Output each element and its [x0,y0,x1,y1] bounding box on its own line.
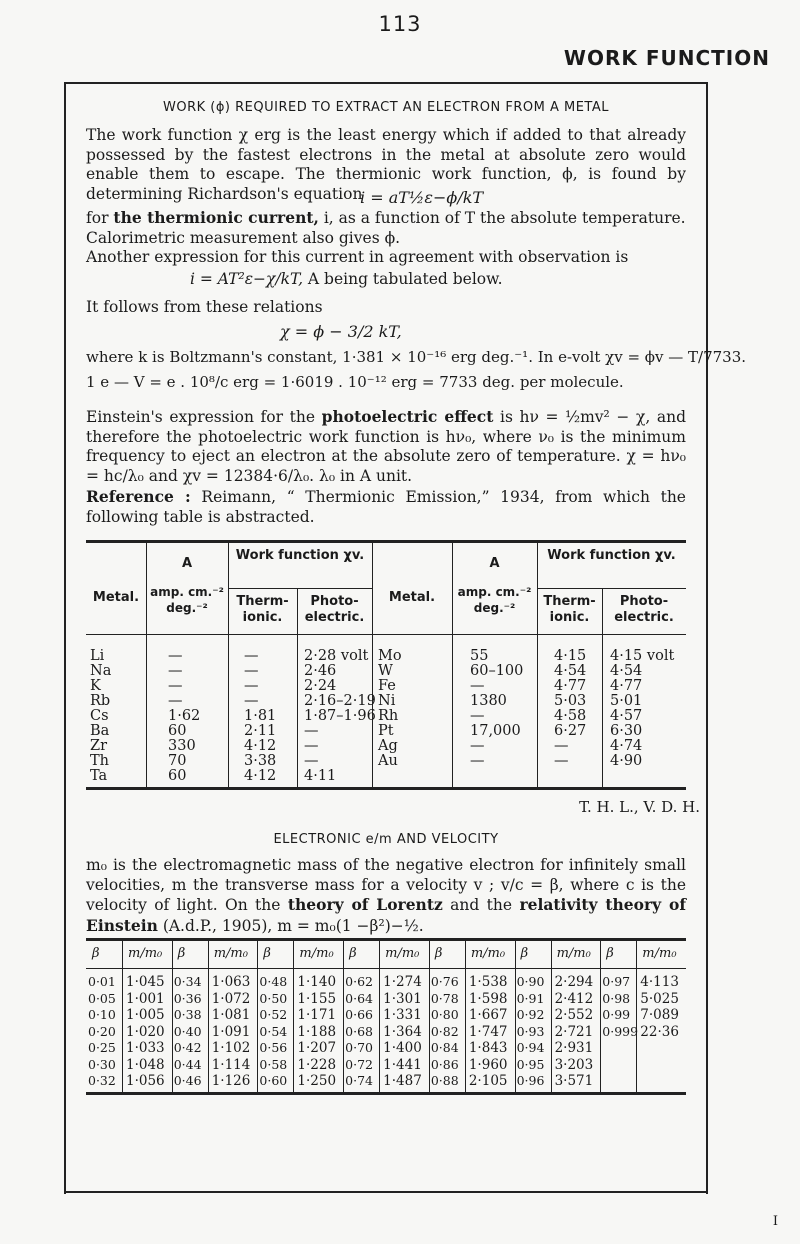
table2-ratio-cell: 2·294 [554,974,594,990]
table1-cell: 1·62 [168,708,201,724]
table2-divider [600,940,601,1092]
table2-beta-cell: 0·44 [173,1056,202,1072]
table2-header-ratio: m/m₀ [128,946,163,961]
table2-beta-cell: 0·91 [516,990,545,1006]
table1-cell: 330 [168,738,196,754]
table2-divider [636,940,637,1092]
table1-cell: Cs [90,708,109,724]
table1-cell: — [244,693,259,709]
table2-ratio-cell: 1·538 [468,974,508,990]
lorentz-paragraph: m₀ is the electromagnetic mass of the negative electron for infinitely small velocities, m the transverse mass for a velocity v ; v/c = β, where c is the velocity of light. On the theory of Lorentz and the relativity theory of Einstein (A.d.P., 1905), m = m₀(1 −β²)−½. [86,856,686,935]
table2-beta-cell: 0·86 [430,1056,459,1072]
table1-cell: 60 [168,723,187,739]
thermionic-line: for the thermionic current, i, as a function of T the absolute temperature. [86,208,686,227]
table1-cell: — [168,663,183,679]
table2-ratio-cell: 1·188 [297,1023,337,1040]
table2-beta-cell: 0·20 [88,1023,116,1039]
table2-ratio-cell: 2·931 [554,1040,594,1056]
table1-cell: Li [90,648,105,664]
table2-beta-cell: 0·34 [173,974,202,989]
table1-cell: — [554,753,569,769]
einstein-paragraph: Einstein's expression for the photoelectric effect is hν = ½mv² − χ, and therefore the photoelectric work function is hν₀, where ν₀ is the minimum frequency to eject an electron at the absolute zero of temperature. χ = hν₀ = hc/λ₀ and χv = 12384·6/λ₀. λ₀ in A unit. [86,407,687,485]
table2-beta-cell: 0·25 [88,1040,116,1055]
table1-divider [146,542,147,787]
table2-beta-cell: 0·66 [345,1007,373,1022]
table2-header-ratio: m/m₀ [299,946,334,961]
table2-beta-cell: 0·54 [259,1023,288,1039]
table2-bottom-rule [86,1092,686,1095]
running-head: WORK FUNCTION [563,46,770,70]
table1-cell: — [554,738,569,754]
section-title-work-function: WORK (ϕ) REQUIRED TO EXTRACT AN ELECTRON FROM A METAL [163,100,609,115]
table2-divider [551,940,552,1092]
table1-cell: — [470,678,485,694]
table1-divider [452,542,453,787]
table1-cell: — [244,678,259,694]
table2-ratio-cell: 1·843 [468,1040,508,1056]
table2-ratio-cell: 1·020 [126,1023,165,1040]
table1-cell: 4·11 [304,768,337,784]
table2-beta-cell: 0·01 [88,974,116,989]
table1-cell: — [470,753,485,769]
table1-cell: — [168,693,183,709]
table1-header-a-unit-right: amp. cm.⁻² deg.⁻² [457,585,532,615]
table1-cell: 5·01 [610,693,643,709]
equation-two-line: i = AT²ε−χ/kT, A being tabulated below. [190,270,503,288]
table1-bottom-rule [86,787,686,790]
table2-beta-cell: 0·74 [345,1073,373,1088]
table1-cell: Ag [378,738,398,754]
table1-cell: 60 [168,768,187,784]
table1-cell: 4·77 [554,678,587,694]
table2-beta-cell: 0·82 [430,1023,459,1039]
table2-ratio-cell: 1·126 [211,1073,251,1089]
table1-cell: — [470,708,485,724]
boltzmann-line: where k is Boltzmann's constant, 1·381 × 10⁻¹⁶ erg deg.⁻¹. In e-volt χv = ϕv — T/7733. [86,348,747,366]
table1-cell: 1·87–1·96 [304,708,376,724]
table2-ratio-cell: 3·571 [554,1073,594,1089]
table2-ratio-cell: 1·048 [126,1056,165,1073]
table2-header-beta: β [349,946,357,961]
table1-cell: 4·54 [610,663,643,679]
table1-cell: — [168,678,183,694]
table2-ratio-cell: 1·250 [297,1073,337,1089]
table1-cell: 70 [168,753,187,769]
table2-beta-cell: 0·98 [602,990,631,1006]
table1-header-a: A [181,556,193,571]
table2-top-rule [86,938,686,941]
table1-work-rule [537,588,686,589]
table1-cell: 4·57 [610,708,643,724]
table2-header-beta: β [92,946,100,961]
table1-divider [537,542,538,787]
table1-header-photo-right: Photo- electric. [614,594,674,625]
table1-cell: Rb [90,693,111,709]
table2-ratio-cell: 1·747 [468,1023,508,1040]
table2-beta-cell: 0·58 [259,1056,288,1072]
table2-ratio-cell: 7·089 [640,1007,679,1023]
table2-divider [379,940,380,1092]
table2-ratio-cell: 4·113 [640,974,679,990]
table1-cell: Mo [378,648,402,664]
table2-ratio-cell: 1·960 [468,1056,508,1073]
table2-header-beta: β [177,946,186,961]
table2-header-beta: β [434,946,443,961]
table2-ratio-cell: 1·102 [211,1040,251,1056]
table2-beta-cell: 0·05 [88,990,116,1006]
table1-cell: W [378,663,393,679]
table2-divider [429,940,430,1092]
table2-beta-cell: 0·96 [516,1073,545,1088]
table2-header-ratio: m/m₀ [385,946,420,961]
table1-header-work: Work function χv. [235,548,365,563]
table2-ratio-cell: 1·001 [126,990,165,1007]
table2-ratio-cell: 1·487 [383,1073,422,1089]
table1-cell: Na [90,663,112,679]
table2-ratio-cell: 1·301 [383,990,422,1007]
table2-beta-cell: 0·32 [88,1073,116,1088]
reference-paragraph: Reference : Reimann, “ Thermionic Emission,” 1934, from which the following table is abstracted. [86,487,686,526]
table2-ratio-cell: 1·274 [383,974,422,990]
table2-header-ratio: m/m₀ [556,946,591,961]
table2-ratio-cell: 2·105 [468,1073,508,1089]
richardson-equation: i = aT½ε−ϕ/kT [360,188,484,207]
table2-beta-cell: 0·70 [345,1040,373,1055]
table1-cell: Th [90,753,110,769]
table1-cell: 3·38 [244,753,277,769]
table2-ratio-cell: 1·331 [383,1007,422,1023]
table1-cell: 4·15 [554,648,587,664]
table1-header-therm: Therm- ionic. [236,594,289,625]
table1-cell: Ta [90,768,108,784]
table1-cell: 60–100 [470,663,524,679]
table1-cell: 1380 [470,693,507,709]
table2-divider [122,940,123,1092]
table1-cell: — [244,663,259,679]
table2-ratio-cell: 2·412 [554,990,594,1007]
table2-header-ratio: m/m₀ [213,946,248,961]
table2-beta-cell: 0·92 [516,1007,545,1022]
table1-divider [372,542,373,787]
table1-cell: — [304,723,319,739]
table2-beta-cell: 0·84 [430,1040,459,1055]
table2-ratio-cell: 1·005 [126,1007,165,1023]
table1-cell: K [90,678,101,694]
table2-ratio-cell: 1·045 [126,974,165,990]
page-frame-bottom [64,1191,707,1193]
table1-cell: — [168,648,183,664]
table2-ratio-cell: 1·171 [297,1007,337,1023]
table2-beta-cell: 0·30 [88,1056,116,1072]
page-number: 113 [378,12,422,36]
table2-ratio-cell: 1·667 [468,1007,508,1023]
table2-ratio-cell: 1·155 [297,990,337,1007]
table2-header-ratio: m/m₀ [642,946,677,961]
intro-paragraph: The work function χ erg is the least energy which if added to that already possessed by the fastest electrons in the metal at absolute zero would enable them to escape. The thermionic work function, ϕ, is found by determining Richardson's equation [86,126,686,203]
table2-divider [208,940,209,1092]
table2-beta-cell: 0·50 [259,990,288,1006]
table1-header-photo: Photo- electric. [304,594,365,625]
table2-ratio-cell: 3·203 [554,1056,594,1073]
table1-cell: 4·12 [244,768,277,784]
table2-beta-cell: 0·999 [602,1023,639,1039]
table1-cell: 2·24 [304,678,337,694]
table2-divider [343,940,344,1092]
table2-beta-cell: 0·99 [602,1007,631,1022]
table2-beta-cell: 0·62 [345,974,373,989]
table1-cell: 2·11 [244,723,277,739]
table2-beta-cell: 0·72 [345,1056,373,1072]
table2-ratio-cell: 1·140 [297,974,337,990]
table2-header-beta: β [263,946,271,961]
table2-beta-cell: 0·38 [173,1007,202,1022]
table1-cell: 2·28 volt [304,648,369,664]
table1-cell: 4·74 [610,738,643,754]
author-signature: T. H. L., V. D. H. [579,798,700,816]
table2-ratio-cell: 5·025 [640,990,679,1007]
table1-header-metal: Metal. [92,590,140,605]
table2-beta-cell: 0·42 [173,1040,202,1055]
table2-beta-cell: 0·52 [259,1007,288,1022]
table1-header-metal-right: Metal. [388,590,436,605]
table2-header-beta: β [520,946,529,961]
table2-ratio-cell: 1·228 [297,1056,337,1073]
table1-cell: 4·90 [610,753,643,769]
table2-ratio-cell: 22·36 [640,1023,679,1040]
table1-header-a-right: A [489,556,500,571]
table1-cell: — [304,738,319,754]
table2-beta-cell: 0·93 [516,1023,545,1039]
table2-beta-cell: 0·68 [345,1023,373,1039]
table2-beta-cell: 0·40 [173,1023,202,1039]
table1-cell: 4·15 volt [610,648,675,664]
table1-header-work-right: Work function χv. [547,548,676,563]
table1-cell: 2·16–2·19 [304,693,376,709]
table2-ratio-cell: 1·598 [468,990,508,1007]
table2-ratio-cell: 1·063 [211,974,251,990]
table2-ratio-cell: 1·364 [383,1023,422,1040]
table1-cell: 5·03 [554,693,587,709]
table1-cell: 4·54 [554,663,587,679]
table2-beta-cell: 0·78 [430,990,459,1006]
another-expression-line: Another expression for this current in agreement with observation is [86,248,629,266]
table2-beta-cell: 0·90 [516,974,545,989]
table1-cell: 6·27 [554,723,587,739]
table2-beta-cell: 0·36 [173,990,202,1006]
table1-cell: Ba [90,723,110,739]
table2-divider [465,940,466,1092]
chi-phi-relation: χ = ϕ − 3/2 kT, [280,322,402,341]
table1-cell: — [470,738,485,754]
calorimetric-line: Calorimetric measurement also gives ϕ. [86,229,401,247]
table2-beta-cell: 0·56 [259,1040,288,1055]
table1-cell: Pt [378,723,394,739]
table1-header-a-unit: amp. cm.⁻² deg.⁻² [150,585,224,615]
table2-beta-cell: 0·97 [602,974,631,989]
follows-line: It follows from these relations [86,298,323,316]
table1-cell: 1·81 [244,708,277,724]
table2-beta-cell: 0·60 [259,1073,288,1088]
table2-beta-cell: 0·46 [173,1073,202,1088]
table2-beta-cell: 0·64 [345,990,373,1006]
table2-ratio-cell: 2·721 [554,1023,594,1040]
table1-cell: 4·77 [610,678,643,694]
table2-beta-cell: 0·10 [88,1007,116,1022]
table2-beta-cell: 0·80 [430,1007,459,1022]
table1-cell: Zr [90,738,108,754]
table1-cell: Rh [378,708,399,724]
table1-cell: 17,000 [470,723,521,739]
table1-divider [228,542,229,787]
corner-mark: I [772,1214,778,1229]
table2-beta-cell: 0·76 [430,974,459,989]
table2-divider [257,940,258,1092]
table2-ratio-cell: 2·552 [554,1007,594,1023]
table2-ratio-cell: 1·207 [297,1040,337,1056]
table2-header-ratio: m/m₀ [470,946,506,961]
table1-work-rule [228,588,372,589]
table2-divider [172,940,173,1092]
table1-cell: 2·46 [304,663,337,679]
table1-header-therm-right: Therm- ionic. [543,594,596,625]
table2-header-beta: β [606,946,614,961]
table2-divider [515,940,516,1092]
table2-header-rule [86,968,686,969]
table1-top-rule [86,540,686,543]
table1-cell: 4·58 [554,708,587,724]
table2-ratio-cell: 1·033 [126,1040,165,1056]
table1-cell: 4·12 [244,738,277,754]
table1-header-rule [86,634,686,635]
table2-ratio-cell: 1·091 [211,1023,251,1040]
electron-volt-line: 1 e — V = e . 10⁸/c erg = 1·6019 . 10⁻¹² erg = 7733 deg. per molecule. [86,373,624,391]
table2-divider [293,940,294,1092]
table1-cell: Fe [378,678,396,694]
table2-ratio-cell: 1·114 [211,1056,251,1073]
table1-cell: 55 [470,648,489,664]
table1-cell: Au [378,753,398,769]
table2-beta-cell: 0·88 [430,1073,459,1088]
table2-ratio-cell: 1·056 [126,1073,165,1089]
table2-ratio-cell: 1·441 [383,1056,422,1073]
table2-beta-cell: 0·95 [516,1056,545,1072]
table1-cell: — [304,753,319,769]
table2-beta-cell: 0·48 [259,974,288,989]
table1-cell: — [244,648,259,664]
table2-ratio-cell: 1·081 [211,1007,251,1023]
table1-cell: 6·30 [610,723,643,739]
table2-ratio-cell: 1·400 [383,1040,422,1056]
table2-beta-cell: 0·94 [516,1040,545,1055]
table2-ratio-cell: 1·072 [211,990,251,1007]
section-title-electronic: ELECTRONIC e/m AND VELOCITY [273,832,499,847]
table1-cell: Ni [378,693,396,709]
